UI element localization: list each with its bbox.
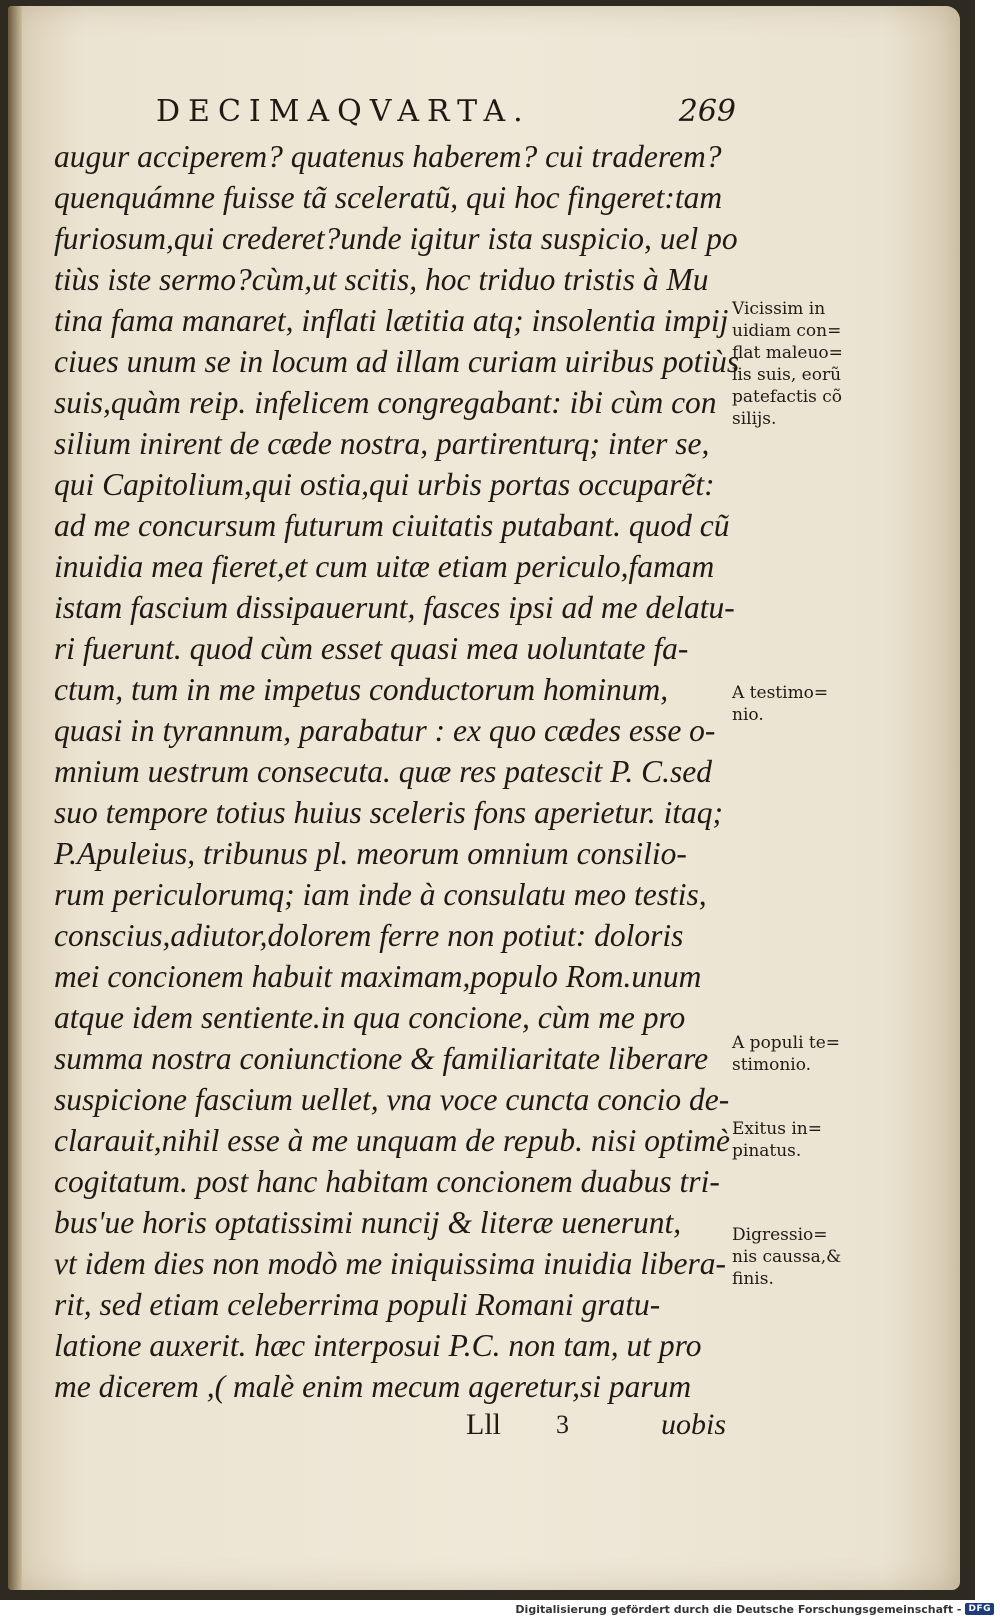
margin-note-line: finis. <box>732 1269 774 1289</box>
margin-note-line: silijs. <box>732 409 777 429</box>
text-line: silium inirent de cæde nostra, partirenturq; inter se, <box>54 426 710 461</box>
margin-note-line: lis suis, eorũ <box>732 365 842 385</box>
running-title: DECIMAQVARTA. <box>156 94 531 129</box>
text-line: cogitatum. post hanc habitam concionem duabus tri- <box>54 1164 720 1199</box>
margin-note-line: pinatus. <box>732 1141 802 1161</box>
text-line: tiùs iste sermo?cùm,ut scitis, hoc triduo tristis à Mu <box>54 262 709 297</box>
text-line: P.Apuleius, tribunus pl. meorum omnium consilio- <box>54 836 687 871</box>
text-line: latione auxerit. hæc interposui P.C. non tam, ut pro <box>54 1328 702 1363</box>
footer-credit: Digitalisierung gefördert durch die Deutsche Forschungsgemeinschaft - <box>515 1602 962 1616</box>
margin-note-line: uidiam con= <box>732 321 842 341</box>
margin-note-line: nis caussa,& <box>732 1247 842 1267</box>
book-page <box>8 6 960 1590</box>
text-line: quasi in tyrannum, parabatur : ex quo cædes esse o- <box>54 713 716 748</box>
margin-note <box>732 1224 872 1290</box>
text-line: istam fascium dissipauerunt, fasces ipsi ad me delatu- <box>54 590 735 625</box>
text-line: inuidia mea fieret,et cum uitæ etiam periculo,famam <box>54 549 715 584</box>
text-line: clarauit,nihil esse à me unquam de repub. nisi optimè <box>54 1123 731 1158</box>
text-line: conscius,adiutor,dolorem ferre non potiut: doloris <box>54 918 684 953</box>
body-text <box>54 136 740 1407</box>
margin-note-line: Exitus in= <box>732 1119 822 1139</box>
text-line: summa nostra coniunctione & familiaritate liberare <box>54 1041 709 1076</box>
text-line: mnium uestrum consecuta. quæ res patescit P. C.sed <box>54 754 712 789</box>
text-line: suo tempore totius huius sceleris fons aperietur. itaq; <box>54 795 724 830</box>
text-line: rit, sed etiam celeberrima populi Romani gratu- <box>54 1287 661 1322</box>
margin-note <box>732 298 872 430</box>
text-line: ad me concursum futurum ciuitatis putabant. quod cũ <box>54 508 730 543</box>
signature-mark: Lll <box>466 1408 501 1441</box>
text-line: augur acciperem? quatenus haberem? cui traderem? <box>54 139 722 174</box>
text-line: vt idem dies non modò me iniquissima inuidia libera- <box>54 1246 726 1281</box>
page-number: 269 <box>678 94 736 129</box>
text-line: suis,quàm reip. infelicem congregabant: ibi cùm con <box>54 385 717 420</box>
margin-note <box>732 1118 872 1162</box>
text-line: mei concionem habuit maximam,populo Rom.unum <box>54 959 702 994</box>
margin-note <box>732 1032 872 1076</box>
margin-note-line: nio. <box>732 705 764 725</box>
text-line: me dicerem ,( malè enim mecum ageretur,si parum <box>54 1369 692 1404</box>
text-line: bus'ue horis optatissimi nuncij & literæ uenerunt, <box>54 1205 682 1240</box>
text-line: furiosum,qui crederet?unde igitur ista suspicio, uel po <box>54 221 738 256</box>
catchword: uobis <box>660 1408 726 1441</box>
margin-note-line: flat maleuo= <box>732 343 843 363</box>
margin-note-line: patefactis cõ <box>732 387 843 407</box>
text-line: atque idem sentiente.in qua concione, cùm me pro <box>54 1000 686 1035</box>
text-line: qui Capitolium,qui ostia,qui urbis portas occuparẽt: <box>54 467 715 502</box>
page-gutter <box>8 6 22 1590</box>
margin-note-line: A populi te= <box>732 1033 841 1053</box>
margin-note-line: stimonio. <box>732 1055 812 1075</box>
running-head <box>156 94 736 134</box>
signature-line <box>466 1408 726 1448</box>
text-line: ri fuerunt. quod cùm esset quasi mea uoluntate fa- <box>54 631 689 666</box>
dfg-logo-icon: DFG <box>965 1603 994 1615</box>
margin-note-line: Vicissim in <box>732 299 826 319</box>
text-line: rum periculorumq; iam inde à consulatu meo testis, <box>54 877 707 912</box>
text-line: ctum, tum in me impetus conductorum hominum, <box>54 672 669 707</box>
text-line: ciues unum se in locum ad illam curiam uiribus potiùs <box>54 344 740 379</box>
text-line: suspicione fascium uellet, vna voce cuncta concio de- <box>54 1082 730 1117</box>
margin-note-line: A testimo= <box>732 683 829 703</box>
signature-number: 3 <box>556 1410 569 1439</box>
margin-note-line: Digressio= <box>732 1225 828 1245</box>
margin-note <box>732 682 872 726</box>
text-line: tina fama manaret, inflati lætitia atq; insolentia impij <box>54 303 729 338</box>
text-line: quenquámne fuisse tã sceleratũ, qui hoc fingeret:tam <box>54 180 723 215</box>
digitization-footer <box>515 1601 994 1617</box>
